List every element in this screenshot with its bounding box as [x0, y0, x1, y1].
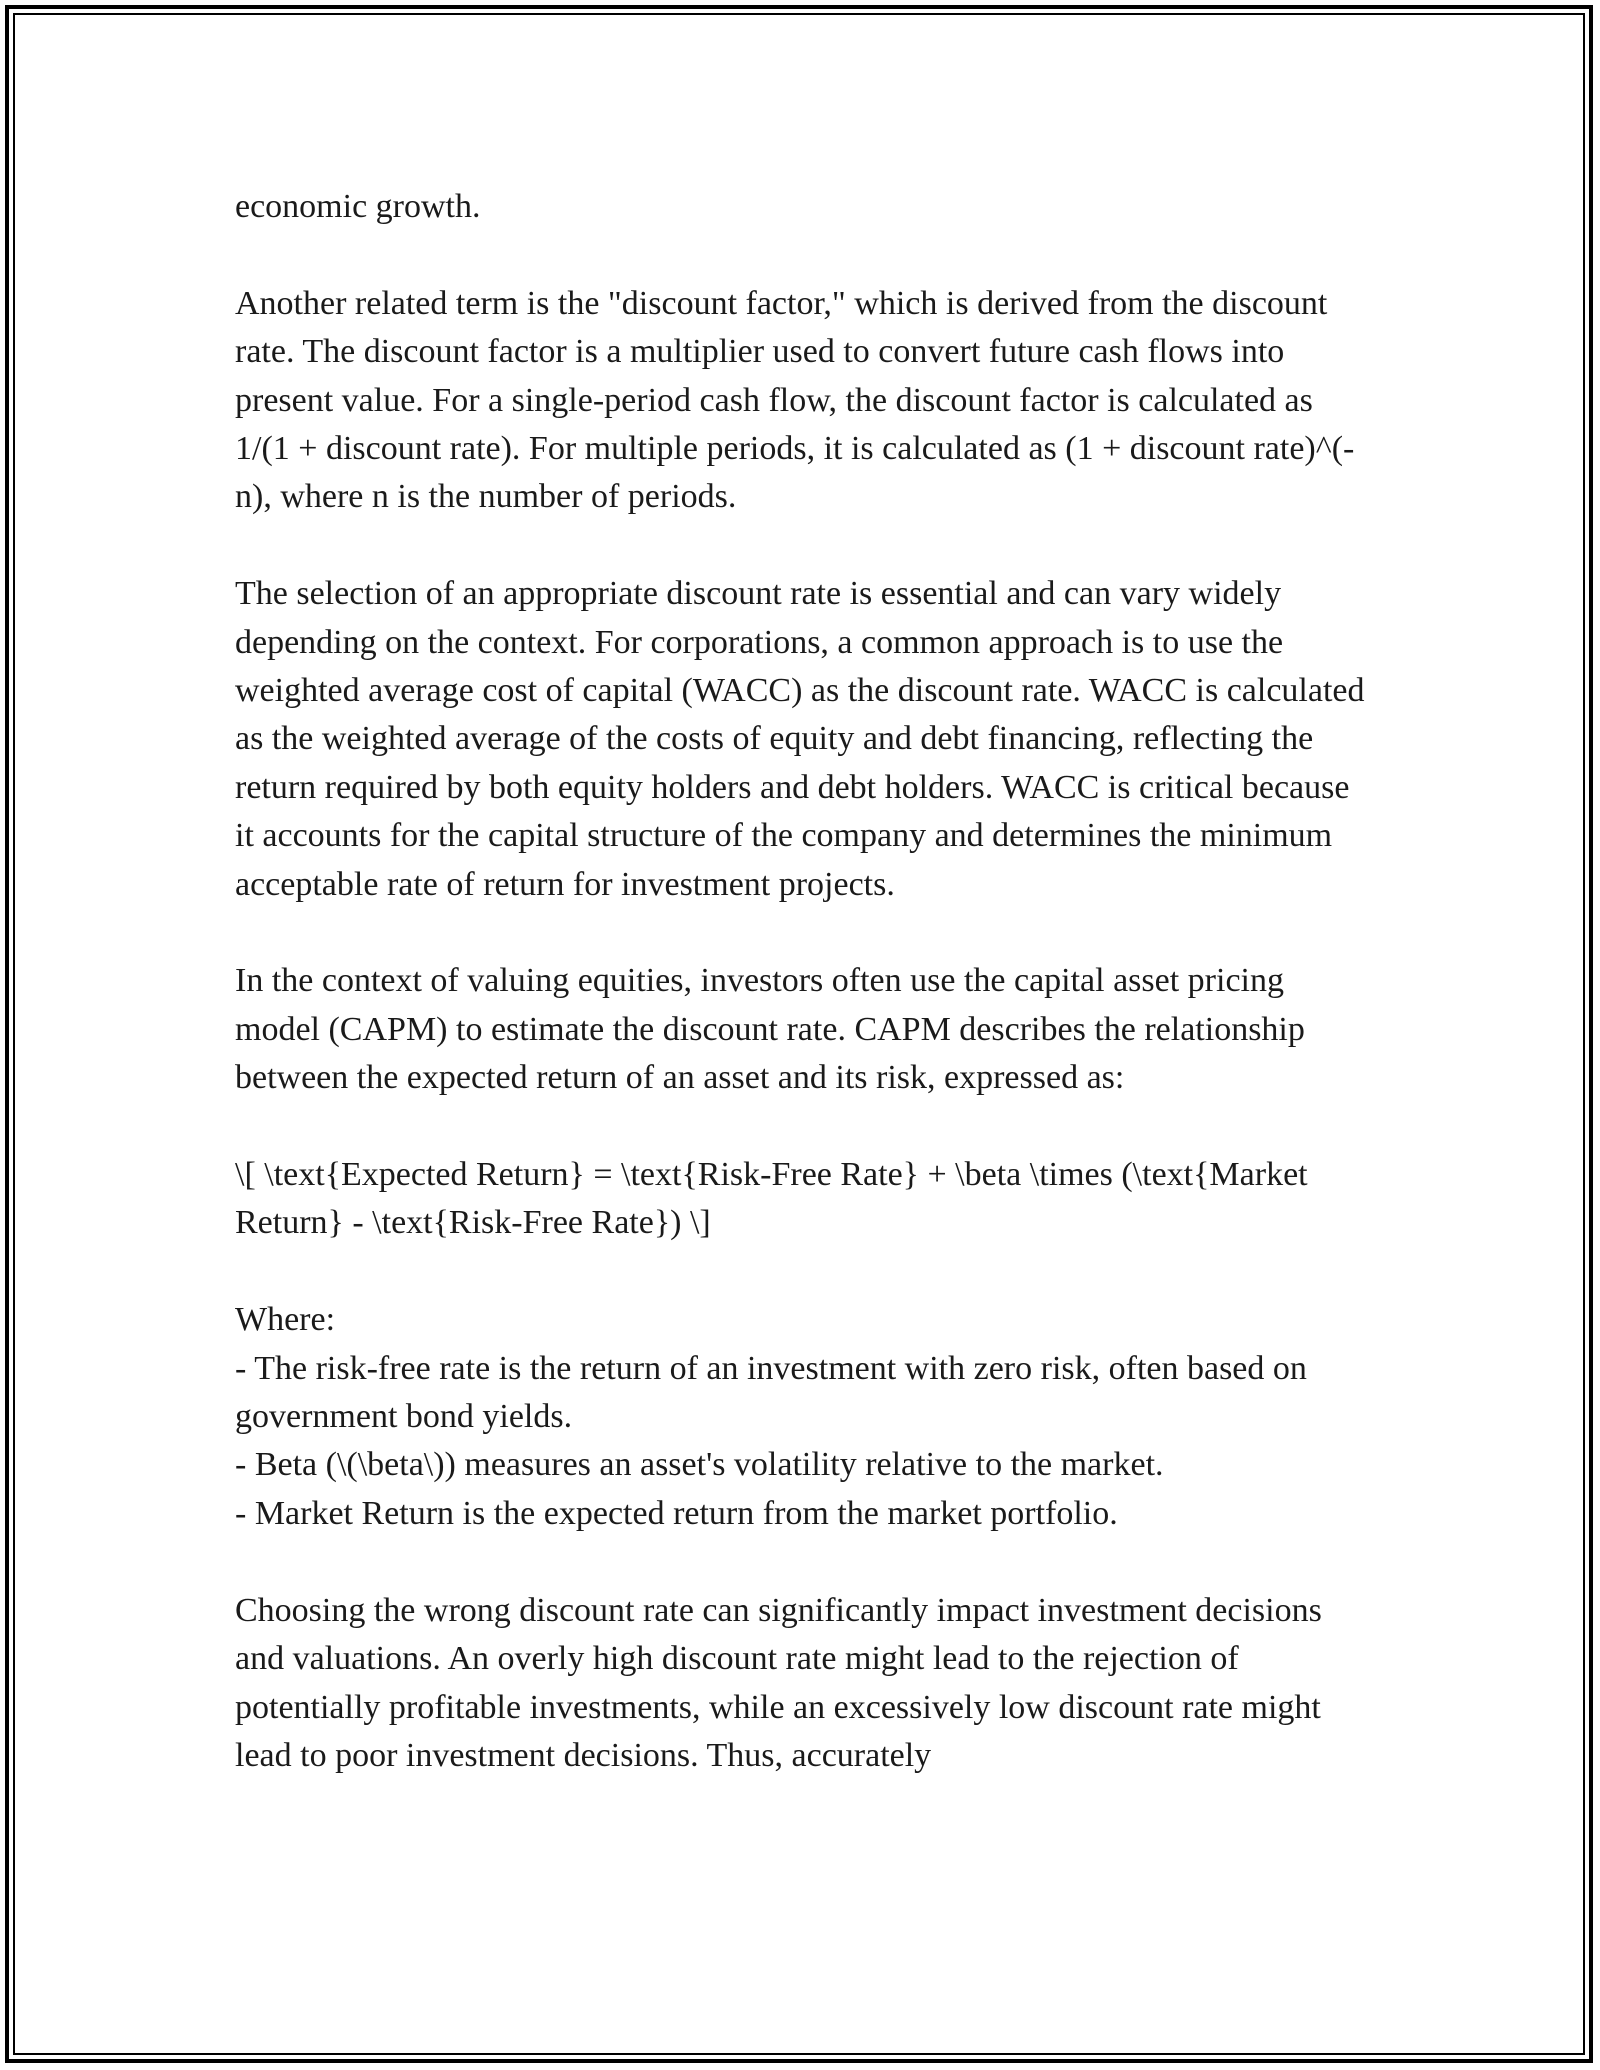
- where-definitions: [235, 1296, 1375, 1538]
- list-item: - Beta (\(\beta\)) measures an asset's volatility relative to the market.: [235, 1446, 1164, 1484]
- list-item: - Market Return is the expected return from the market portfolio.: [235, 1494, 1118, 1532]
- where-heading: Where:: [235, 1301, 336, 1339]
- paragraph-closing: Choosing the wrong discount rate can significantly impact investment decisions and valuations. An overly high discount rate might lead to the rejection of potentially profitable investments, while an excessively low discount rate might lead to poor investment decisions. Thus, accurately: [235, 1591, 1322, 1774]
- paragraph-wacc: The selection of an appropriate discount rate is essential and can vary widely depending on the context. For corporations, a common approach is to use the weighted average cost of capital (WACC) as the discount rate. WACC is calculated as the weighted average of the costs of equity and debt financing, reflecting the return required by both equity holders and debt holders. WACC is critical because it accounts for the capital structure of the company and determines the minimum acceptable rate of return for investment projects.: [235, 575, 1365, 903]
- capm-formula: \[ \text{Expected Return} = \text{Risk-Free Rate} + \beta \times (\text{Market Return} - \text{Risk-Free Rate}) \]: [235, 1156, 1308, 1242]
- paragraph-discount-factor: Another related term is the "discount factor," which is derived from the discount rate. The discount factor is a multiplier used to convert future cash flows into present value. For a single-period cash flow, the discount factor is calculated as 1/(1 + discount rate). For multiple periods, it is calculated as (1 + discount rate)^(-n), where n is the number of periods.: [235, 284, 1355, 516]
- document-body: [235, 183, 1375, 1780]
- paragraph-continuation: economic growth.: [235, 188, 481, 225]
- list-item: - The risk-free rate is the return of an investment with zero risk, often based on government bond yields.: [235, 1349, 1307, 1436]
- paragraph-capm: In the context of valuing equities, investors often use the capital asset pricing model (CAPM) to estimate the discount rate. CAPM describes the relationship between the expected return of an asset and its risk, expressed as:: [235, 962, 1305, 1097]
